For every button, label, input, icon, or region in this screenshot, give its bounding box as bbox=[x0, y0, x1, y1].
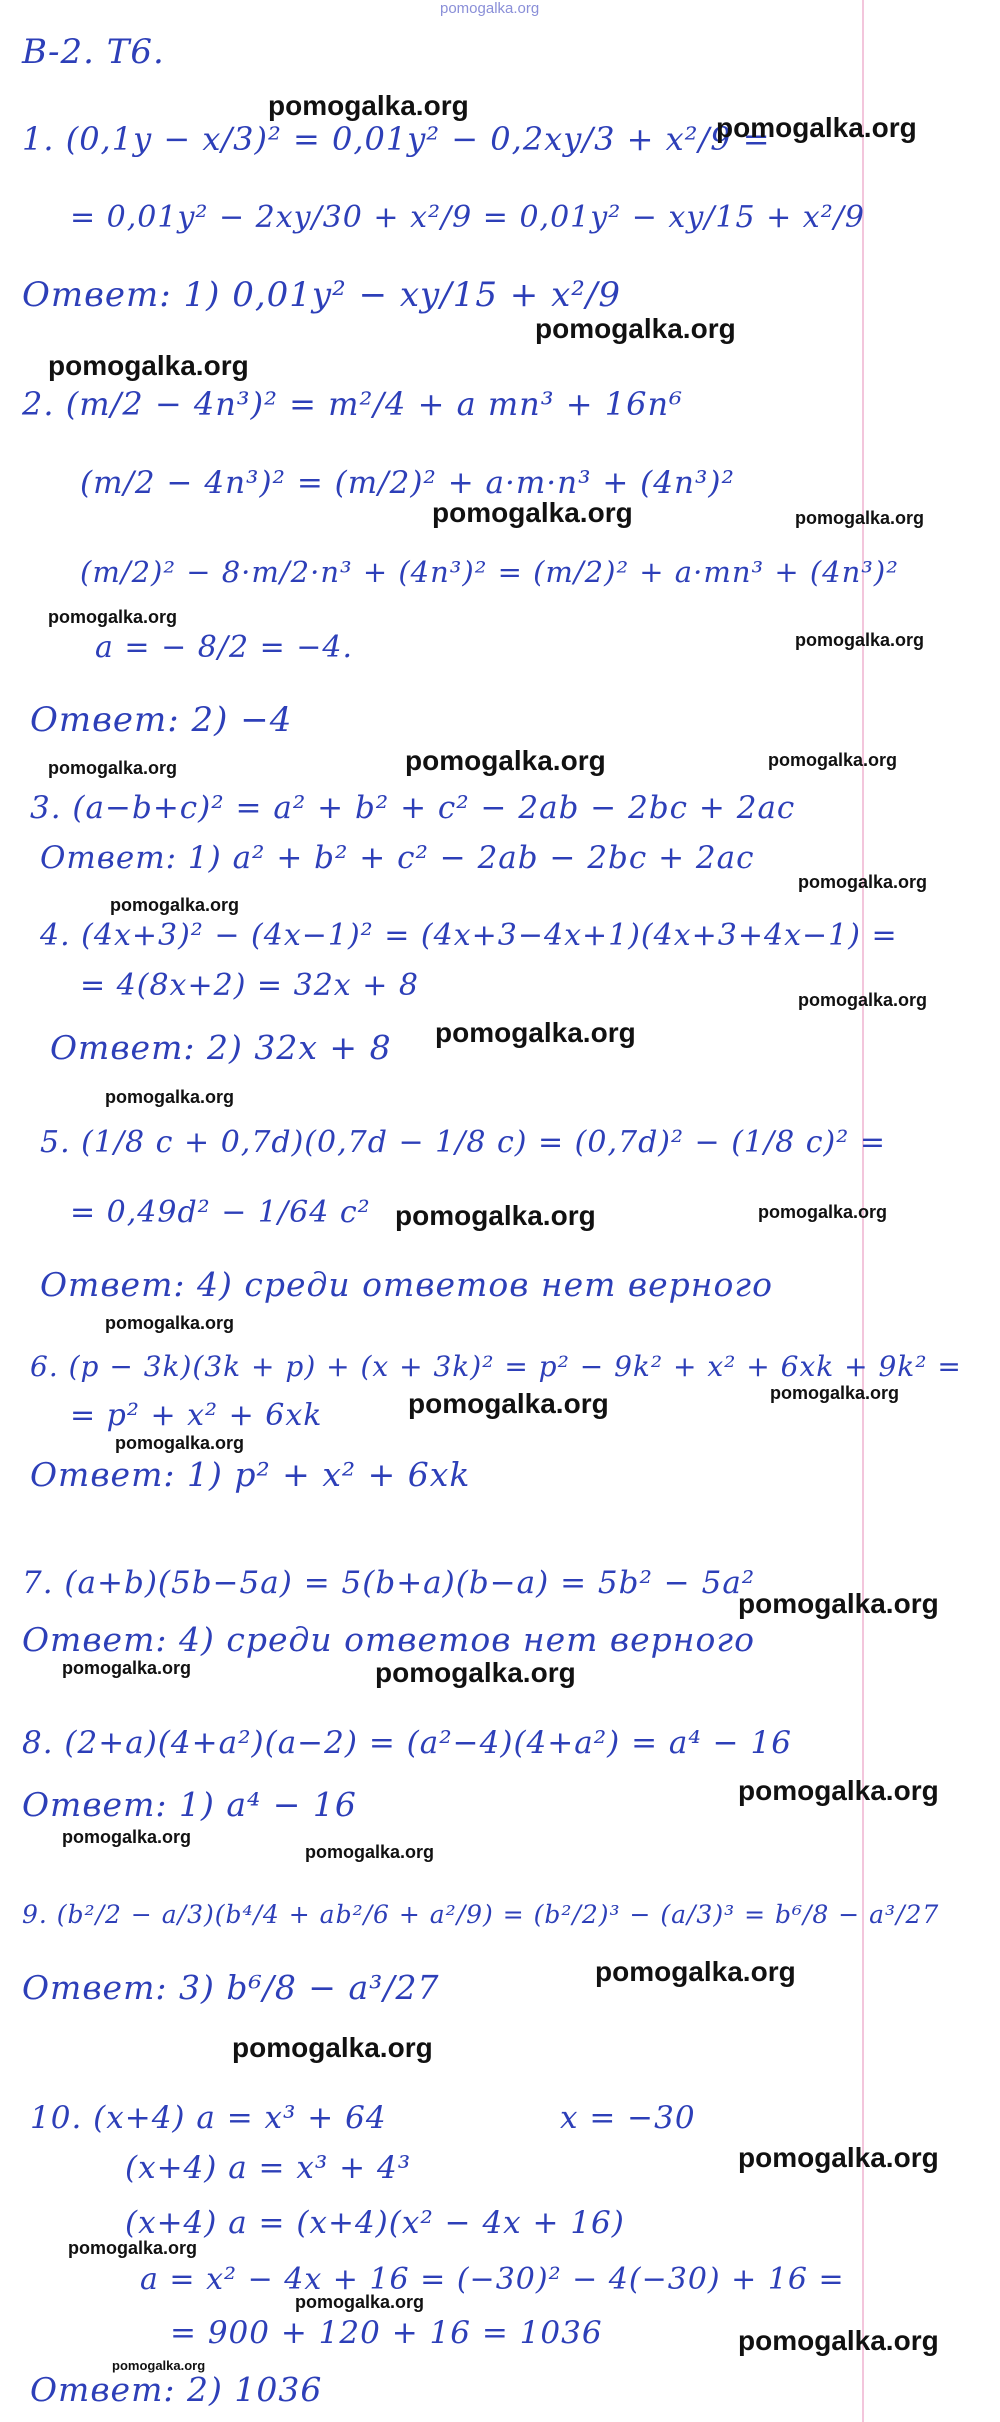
watermark: pomogalka.org bbox=[535, 313, 736, 344]
watermark: pomogalka.org bbox=[795, 630, 925, 650]
task-7-line-1: 7. (a+b)(5b−5a) = 5(b+a)(b−a) = 5b² − 5a² bbox=[22, 1565, 756, 1601]
watermark: pomogalka.org bbox=[738, 1588, 939, 1619]
task-5-line-1: 5. (1/8 c + 0,7d)(0,7d − 1/8 c) = (0,7d)² − (1/8 c)² = bbox=[40, 1125, 886, 1160]
task-7-answer: Ответ: 4) среди ответов нет верного bbox=[22, 1620, 755, 1659]
task-6-line-1: 6. (p − 3k)(3k + p) + (x + 3k)² = p² − 9k² + x² + 6xk + 9k² = bbox=[30, 1350, 962, 1383]
task-8-answer: Ответ: 1) a⁴ − 16 bbox=[22, 1785, 357, 1824]
task-1-line-1: 1. (0,1y − x/3)² = 0,01y² − 0,2xy/3 + x²/9 = bbox=[22, 120, 771, 158]
task-6-line-2: = p² + x² + 6xk bbox=[70, 1398, 323, 1433]
watermark: pomogalka.org bbox=[110, 895, 240, 915]
watermark: pomogalka.org bbox=[232, 2032, 433, 2063]
task-2-answer: Ответ: 2) −4 bbox=[30, 700, 293, 740]
watermark: pomogalka.org bbox=[795, 508, 925, 528]
watermark: pomogalka.org bbox=[68, 2238, 198, 2258]
task-10-given-x: x = −30 bbox=[560, 2100, 696, 2136]
task-9-answer: Ответ: 3) b⁶/8 − a³/27 bbox=[22, 1968, 440, 2007]
task-4-line-1: 4. (4x+3)² − (4x−1)² = (4x+3−4x+1)(4x+3+4x−1) = bbox=[40, 918, 898, 953]
task-2-line-2: (m/2 − 4n³)² = (m/2)² + a·m·n³ + (4n³)² bbox=[80, 465, 735, 501]
watermark: pomogalka.org bbox=[395, 1200, 596, 1231]
task-6-answer: Ответ: 1) p² + x² + 6xk bbox=[30, 1455, 471, 1494]
watermark: pomogalka.org bbox=[375, 1657, 576, 1688]
task-5-answer: Ответ: 4) среди ответов нет верного bbox=[40, 1265, 773, 1304]
watermark: pomogalka.org bbox=[738, 2142, 939, 2173]
task-10-line-4: a = x² − 4x + 16 = (−30)² − 4(−30) + 16 = bbox=[140, 2262, 845, 2297]
watermark: pomogalka.org bbox=[305, 1842, 435, 1862]
watermark: pomogalka.org bbox=[112, 2358, 206, 2373]
task-2-line-4: a = − 8/2 = −4. bbox=[95, 630, 354, 665]
watermark: pomogalka.org bbox=[768, 750, 898, 770]
watermark: pomogalka.org bbox=[48, 607, 178, 627]
watermark: pomogalka.org bbox=[268, 90, 469, 121]
watermark: pomogalka.org bbox=[48, 350, 249, 381]
watermark: pomogalka.org bbox=[105, 1087, 235, 1107]
watermark: pomogalka.org bbox=[295, 2292, 425, 2312]
watermark: pomogalka.org bbox=[716, 112, 917, 143]
watermark: pomogalka.org bbox=[770, 1383, 900, 1403]
watermark: pomogalka.org bbox=[758, 1202, 888, 1222]
header-watermark: pomogalka.org bbox=[440, 0, 540, 17]
task-10-answer: Ответ: 2) 1036 bbox=[30, 2370, 323, 2409]
task-10-line-2: (x+4) a = x³ + 4³ bbox=[125, 2150, 412, 2186]
task-10-line-3: (x+4) a = (x+4)(x² − 4x + 16) bbox=[125, 2205, 625, 2241]
task-3-answer: Ответ: 1) a² + b² + c² − 2ab − 2bc + 2ac bbox=[40, 840, 755, 876]
task-8-line-1: 8. (2+a)(4+a²)(a−2) = (a²−4)(4+a²) = a⁴ − 16 bbox=[22, 1725, 792, 1761]
task-10-line-5: = 900 + 120 + 16 = 1036 bbox=[170, 2315, 603, 2351]
task-1-line-2: = 0,01y² − 2xy/30 + x²/9 = 0,01y² − xy/15 + x²/9 bbox=[70, 200, 865, 235]
task-10-line-1: 10. (x+4) a = x³ + 64 bbox=[30, 2100, 387, 2136]
task-2-line-3: (m/2)² − 8·m/2·n³ + (4n³)² = (m/2)² + a·mn³ + (4n³)² bbox=[80, 555, 899, 589]
task-1-answer: Ответ: 1) 0,01y² − xy/15 + x²/9 bbox=[22, 275, 621, 315]
watermark: pomogalka.org bbox=[408, 1388, 609, 1419]
task-3-line-1: 3. (a−b+c)² = a² + b² + c² − 2ab − 2bc + 2ac bbox=[30, 790, 796, 826]
watermark: pomogalka.org bbox=[62, 1827, 192, 1847]
watermark: pomogalka.org bbox=[115, 1433, 245, 1453]
page-title: В-2. Т6. bbox=[22, 32, 165, 72]
watermark: pomogalka.org bbox=[738, 2325, 939, 2356]
watermark: pomogalka.org bbox=[798, 872, 928, 892]
watermark: pomogalka.org bbox=[738, 1775, 939, 1806]
task-9-line-1: 9. (b²/2 − a/3)(b⁴/4 + ab²/6 + a²/9) = (b²/2)³ − (a/3)³ = b⁶/8 − a³/27 bbox=[22, 1900, 940, 1929]
watermark: pomogalka.org bbox=[62, 1658, 192, 1678]
watermark: pomogalka.org bbox=[105, 1313, 235, 1333]
watermark: pomogalka.org bbox=[798, 990, 928, 1010]
task-4-answer: Ответ: 2) 32x + 8 bbox=[50, 1028, 392, 1067]
watermark: pomogalka.org bbox=[405, 745, 606, 776]
watermark: pomogalka.org bbox=[432, 497, 633, 528]
task-5-line-2: = 0,49d² − 1/64 c² bbox=[70, 1195, 371, 1230]
watermark: pomogalka.org bbox=[595, 1956, 796, 1987]
task-2-line-1: 2. (m/2 − 4n³)² = m²/4 + a mn³ + 16n⁶ bbox=[22, 385, 683, 423]
watermark: pomogalka.org bbox=[48, 758, 178, 778]
watermark: pomogalka.org bbox=[435, 1017, 636, 1048]
task-4-line-2: = 4(8x+2) = 32x + 8 bbox=[80, 968, 419, 1003]
